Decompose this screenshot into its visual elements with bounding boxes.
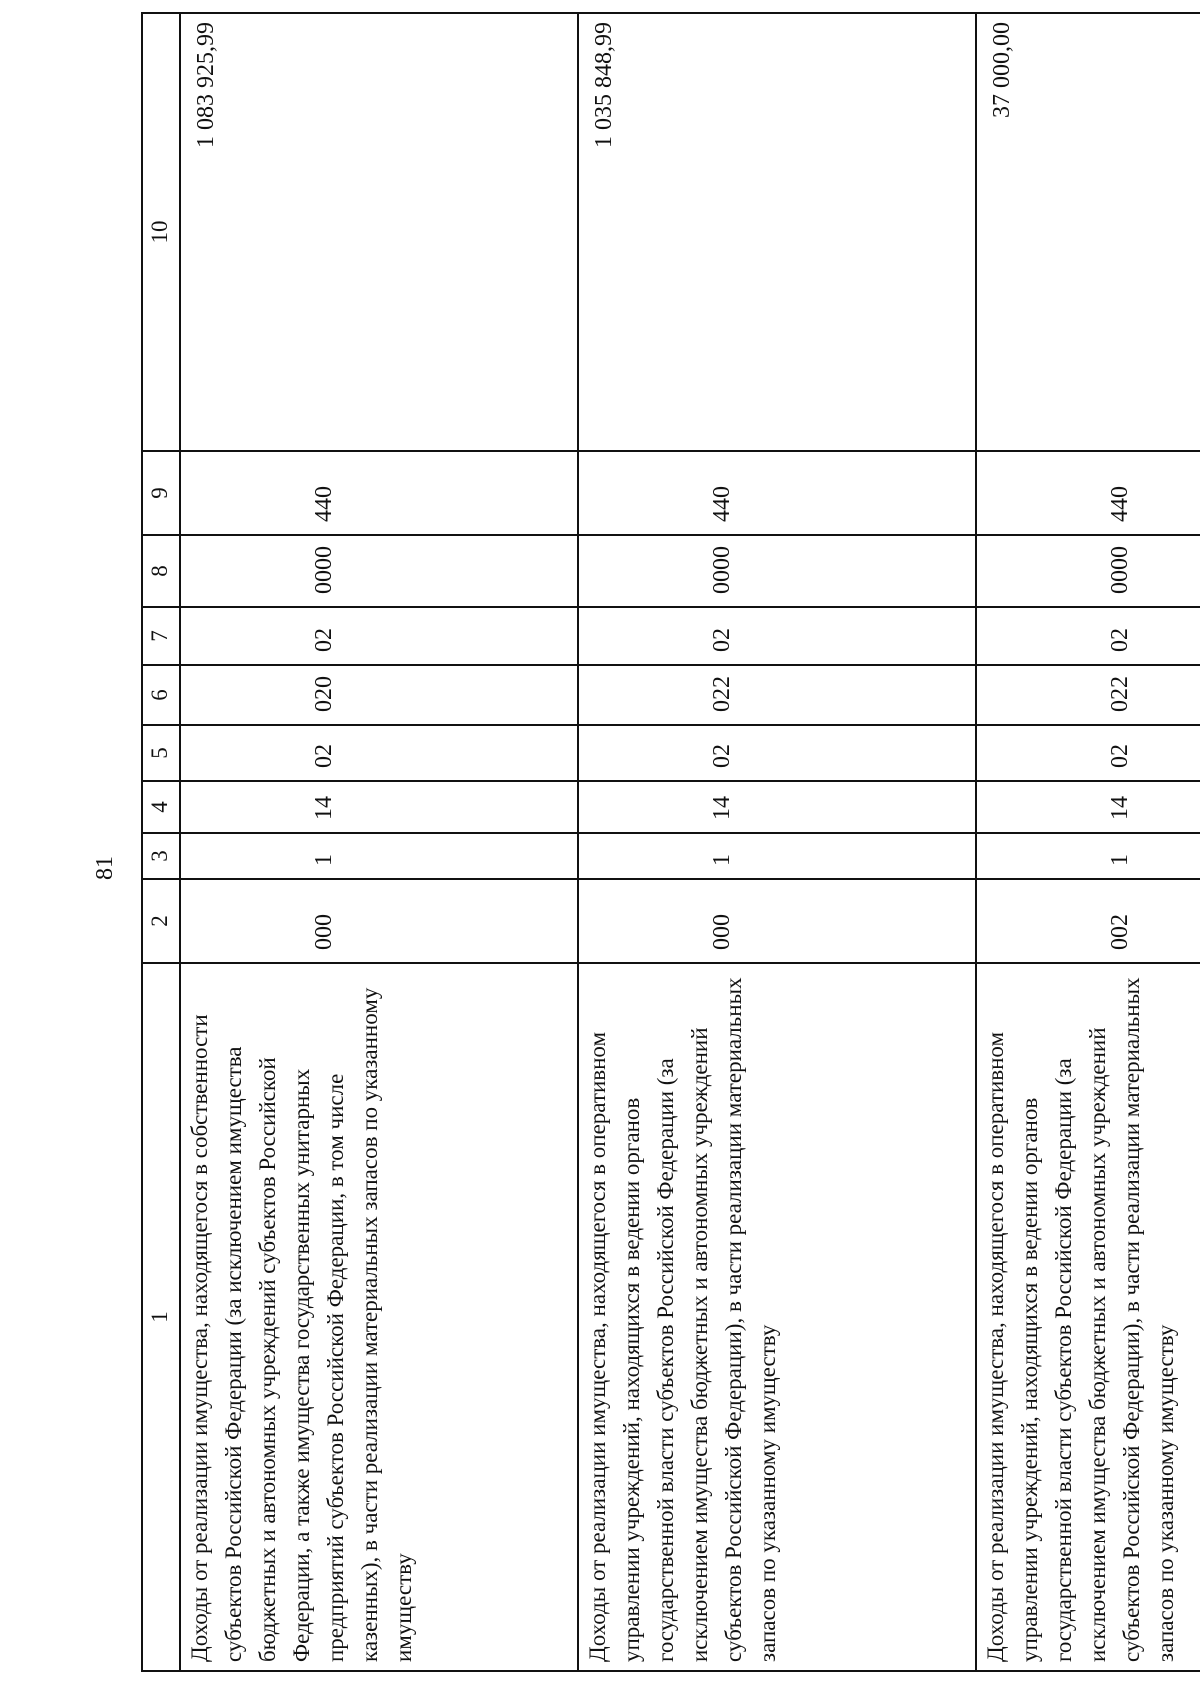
- table-row: [976, 13, 1200, 1671]
- code-program: 0000: [578, 535, 976, 607]
- code-subgroup: 14: [976, 781, 1200, 833]
- column-header: 9: [142, 451, 180, 535]
- code-group: 1: [976, 833, 1200, 879]
- column-header: 6: [142, 665, 180, 725]
- code-program: 0000: [180, 535, 578, 607]
- table-row: [180, 13, 578, 1671]
- code-subarticle: 022: [976, 665, 1200, 725]
- income-description: Доходы от реализации имущества, находящегося в оперативном управлении учреждений, находящихся в ведении органов государственной власти субъектов Российской Федерации (за исключением имущества бюджетных и автономных учреждений субъектов Российской Федерации), в части реализации материальных запасов по указанному имуществу: [578, 963, 976, 1671]
- amount: 1 035 848,99: [578, 13, 976, 451]
- column-header: 1: [142, 963, 180, 1671]
- income-description: Доходы от реализации имущества, находящегося в собственности субъектов Российской Федерации (за исключением имущества бюджетных и автономных учреждений субъектов Российской Федерации, а также имущества государственных унитарных предприятий субъектов Российской Федерации, в том числе казенных), в части реализации материальных запасов по указанному имуществу: [180, 963, 578, 1671]
- code-economic: 440: [180, 451, 578, 535]
- code-article: 02: [180, 725, 578, 781]
- code-economic: 440: [976, 451, 1200, 535]
- column-header: 2: [142, 879, 180, 963]
- code-program: 0000: [976, 535, 1200, 607]
- admin-code: 000: [180, 879, 578, 963]
- code-article: 02: [578, 725, 976, 781]
- income-description: Доходы от реализации имущества, находящегося в оперативном управлении учреждений, находящихся в ведении органов государственной власти субъектов Российской Федерации (за исключением имущества бюджетных и автономных учреждений субъектов Российской Федерации), в части реализации материальных запасов по указанному имуществу: [976, 963, 1200, 1671]
- budget-income-table: [141, 12, 1200, 1672]
- column-header: 7: [142, 607, 180, 665]
- table-row: [578, 13, 976, 1671]
- amount: 1 083 925,99: [180, 13, 578, 451]
- code-element: 02: [976, 607, 1200, 665]
- admin-code: 000: [578, 879, 976, 963]
- code-economic: 440: [578, 451, 976, 535]
- code-subarticle: 022: [578, 665, 976, 725]
- code-subgroup: 14: [180, 781, 578, 833]
- code-group: 1: [180, 833, 578, 879]
- amount: 37 000,00: [976, 13, 1200, 451]
- column-header: 10: [142, 13, 180, 451]
- rotated-table-container: [141, 14, 1178, 1672]
- code-element: 02: [180, 607, 578, 665]
- table-header-row: [142, 13, 180, 1671]
- admin-code: 002: [976, 879, 1200, 963]
- code-subarticle: 020: [180, 665, 578, 725]
- column-header: 8: [142, 535, 180, 607]
- page-number: 81: [92, 856, 118, 880]
- column-header: 4: [142, 781, 180, 833]
- code-article: 02: [976, 725, 1200, 781]
- code-group: 1: [578, 833, 976, 879]
- code-element: 02: [578, 607, 976, 665]
- column-header: 5: [142, 725, 180, 781]
- code-subgroup: 14: [578, 781, 976, 833]
- column-header: 3: [142, 833, 180, 879]
